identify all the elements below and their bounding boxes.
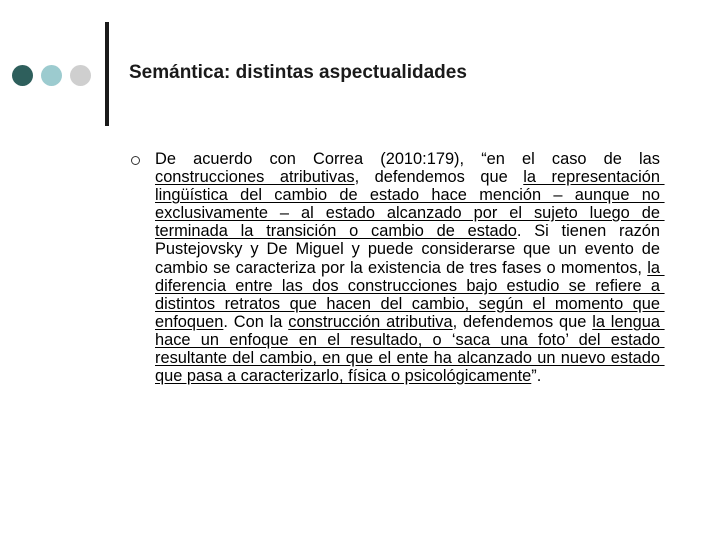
underlined-text-segment: construcción atributiva bbox=[288, 312, 453, 331]
title-divider-bar bbox=[105, 22, 109, 126]
text-segment: ”. bbox=[531, 367, 542, 386]
text-segment: . Con la bbox=[223, 312, 289, 331]
gray-dot-icon bbox=[70, 65, 91, 86]
underlined-text-segment: construcciones atributivas bbox=[155, 168, 355, 187]
underlined-text-segment: la representación lingüística del cambio de estado hace mención – aunque no exclusivamente – al estado alcanzado por el sujeto luego de terminada la transición o cambio de estado bbox=[155, 168, 665, 241]
dark-teal-dot-icon bbox=[12, 65, 33, 86]
light-teal-dot-icon bbox=[41, 65, 62, 86]
text-segment: , defendemos que bbox=[354, 168, 524, 187]
text-segment: , defendemos que bbox=[452, 312, 593, 331]
hollow-circle-bullet-icon bbox=[131, 156, 140, 165]
text-segment: De acuerdo con Correa (2010:179), “en el caso de las bbox=[155, 150, 665, 168]
bullet-paragraph bbox=[155, 150, 665, 386]
underlined-text-segment: la diferencia entre las dos construcciones bajo estudio se refiere a distintos retratos que hacen del cambio, según el momento que enfoquen bbox=[155, 258, 665, 331]
text-segment: . Si tienen razón Pustejovsky y De Miguel y puede considerarse que un evento de cambio se caracteriza por la existencia de tres fases o momentos, bbox=[155, 222, 665, 277]
slide-title: Semántica: distintas aspectualidades bbox=[129, 62, 467, 83]
underlined-text-segment: la lengua hace un enfoque en el resultado, o ‘saca una foto’ del estado resultante del cambio, en que el ente ha alcanzado un nuevo estado que pasa a caracterizarlo, física o psicológicamente bbox=[155, 312, 665, 386]
